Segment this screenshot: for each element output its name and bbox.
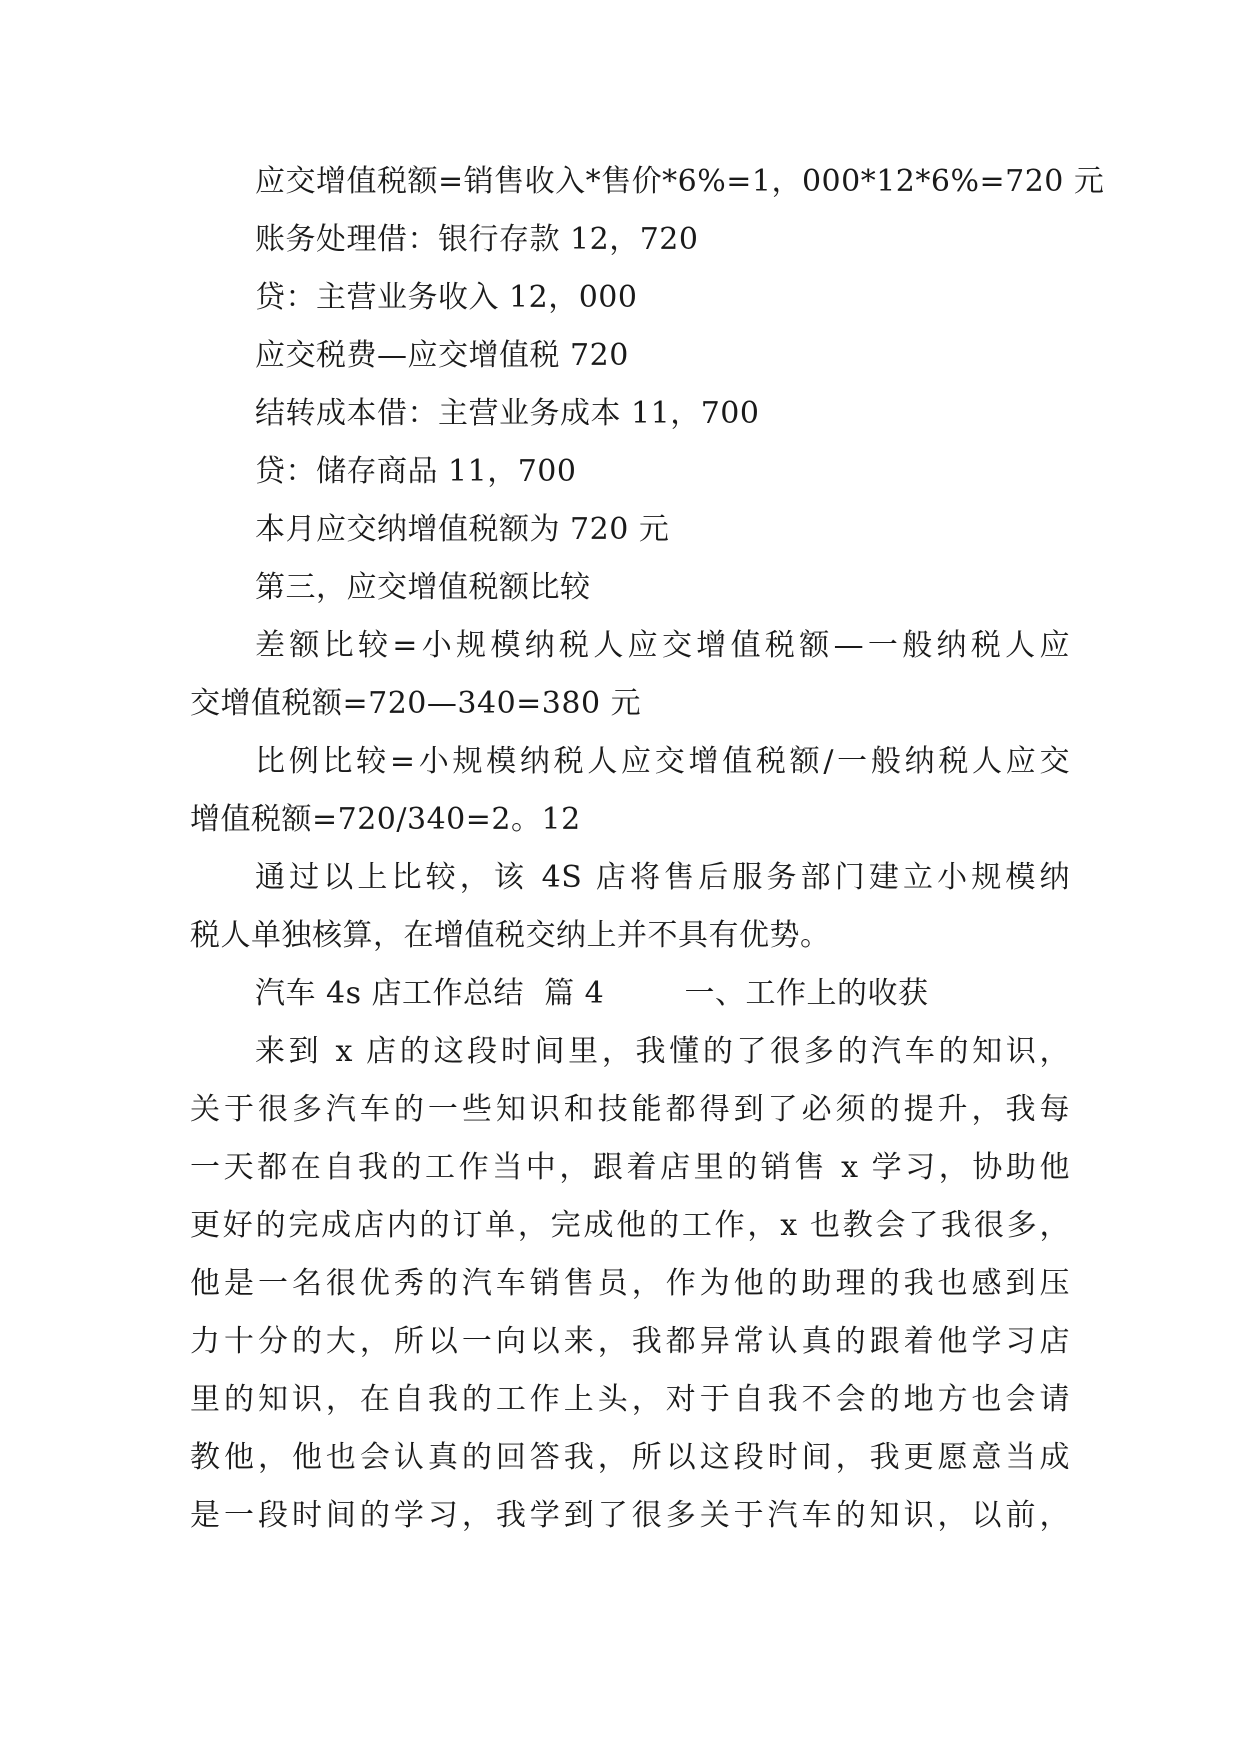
- difference-comparison-line-2: 交增值税额=720—340=380 元: [190, 686, 642, 721]
- difference-comparison-line-1: 差额比较=小规模纳税人应交增值税额—一般纳税人应: [255, 628, 1070, 663]
- body-paragraph-line-3: 一天都在自我的工作当中，跟着店里的销售 x 学习，协助他: [190, 1150, 1070, 1185]
- body-paragraph-line-2: 关于很多汽车的一些知识和技能都得到了必须的提升，我每: [190, 1092, 1070, 1127]
- section-heading-comparison: 第三，应交增值税额比较: [255, 570, 591, 605]
- entry-debit-bank: 账务处理借：银行存款 12，720: [255, 222, 699, 257]
- monthly-vat-total: 本月应交纳增值税额为 720 元: [255, 512, 670, 547]
- body-paragraph-line-8: 教他，他也会认真的回答我，所以这段时间，我更愿意当成: [190, 1440, 1070, 1475]
- body-paragraph-line-7: 里的知识，在自我的工作上头，对于自我不会的地方也会请: [190, 1382, 1070, 1417]
- entry-cost-transfer: 结转成本借：主营业务成本 11，700: [255, 396, 760, 431]
- formula-line-tax: 应交增值税额=销售收入*售价*6%=1，000*12*6%=720 元: [255, 164, 1105, 199]
- body-paragraph-line-4: 更好的完成店内的订单，完成他的工作，x 也教会了我很多，: [190, 1208, 1070, 1243]
- section-heading-summary-4: 汽车 4s 店工作总结 篇 4 一、工作上的收获: [255, 976, 929, 1011]
- entry-credit-revenue: 贷：主营业务收入 12，000: [255, 280, 638, 315]
- ratio-comparison-line-1: 比例比较=小规模纳税人应交增值税额/一般纳税人应交: [255, 744, 1070, 779]
- body-paragraph-line-5: 他是一名很优秀的汽车销售员，作为他的助理的我也感到压: [190, 1266, 1070, 1301]
- entry-credit-inventory: 贷：储存商品 11，700: [255, 454, 577, 489]
- entry-tax-payable: 应交税费—应交增值税 720: [255, 338, 629, 373]
- conclusion-line-2: 税人单独核算，在增值税交纳上并不具有优势。: [190, 918, 831, 953]
- ratio-comparison-line-2: 增值税额=720/340=2。12: [190, 802, 581, 837]
- conclusion-line-1: 通过以上比较，该 4S 店将售后服务部门建立小规模纳: [255, 860, 1070, 895]
- body-paragraph-line-9: 是一段时间的学习，我学到了很多关于汽车的知识，以前，: [190, 1498, 1070, 1533]
- body-paragraph-line-1: 来到 x 店的这段时间里，我懂的了很多的汽车的知识，: [255, 1034, 1070, 1069]
- body-paragraph-line-6: 力十分的大，所以一向以来，我都异常认真的跟着他学习店: [190, 1324, 1070, 1359]
